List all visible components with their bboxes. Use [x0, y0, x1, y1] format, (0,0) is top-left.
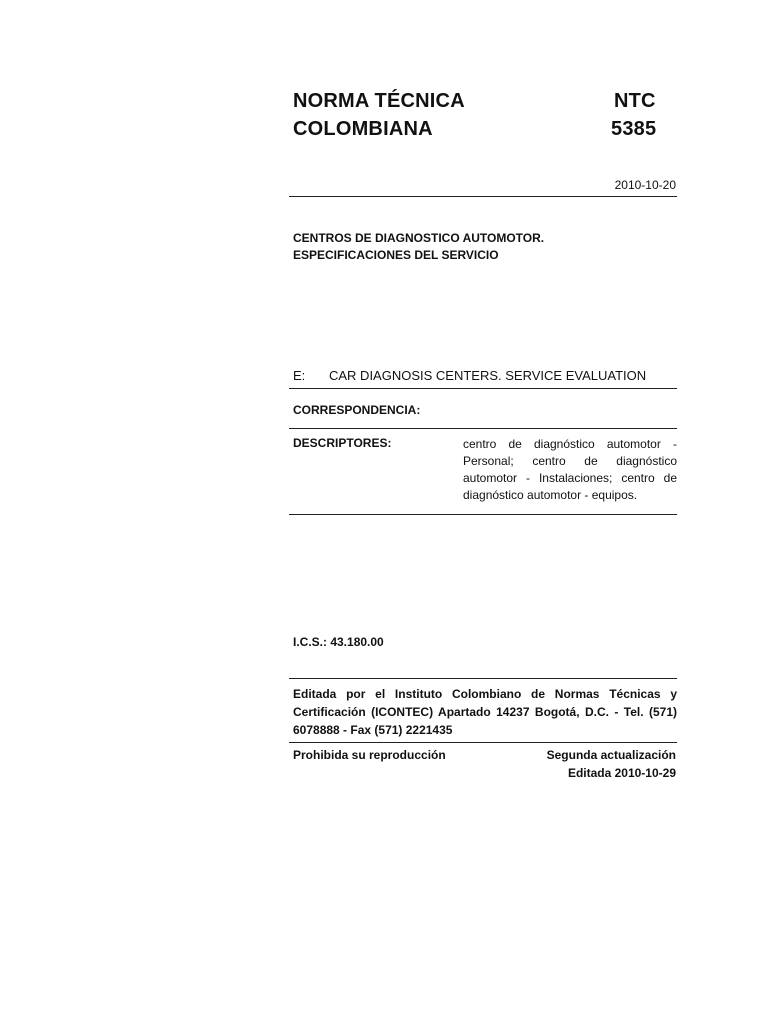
norma-title-line1: NORMA TÉCNICA [293, 90, 465, 112]
edition-date: Editada 2010-10-29 [567, 766, 676, 780]
divider-descriptores [289, 514, 677, 515]
update-label: Segunda actualización [546, 748, 676, 762]
norma-title-line2: COLOMBIANA [293, 118, 433, 140]
spanish-title-line1: CENTROS DE DIAGNOSTICO AUTOMOTOR. [293, 231, 545, 245]
editor-info: Editada por el Instituto Colombiano de Normas Técnicas y Certificación (ICONTEC) Apartado 14237 Bogotá, D.C. - Tel. (571) 6078888 - Fax (571) 2221435 [293, 687, 677, 737]
divider-english [289, 388, 677, 389]
divider-correspondencia [289, 428, 677, 429]
descriptores-label: DESCRIPTORES: [293, 436, 392, 450]
divider-ics [289, 678, 677, 679]
divider-header [289, 196, 677, 197]
descriptores-value: centro de diagnóstico automotor - Personal; centro de diagnóstico automotor - Instalaciones; centro de diagnóstico automotor - equipos. [463, 437, 677, 502]
spanish-title-line2: ESPECIFICACIONES DEL SERVICIO [293, 248, 499, 262]
correspondencia-label: CORRESPONDENCIA: [293, 403, 421, 417]
english-title: CAR DIAGNOSIS CENTERS. SERVICE EVALUATION [329, 368, 647, 383]
ntc-number: 5385 [611, 118, 657, 140]
standard-date: 2010-10-20 [614, 178, 676, 192]
ics-code: I.C.S.: 43.180.00 [293, 635, 384, 649]
reproduction-notice: Prohibida su reproducción [293, 748, 446, 762]
ntc-label: NTC [614, 90, 656, 112]
divider-editor [289, 742, 677, 743]
english-prefix: E: [293, 368, 306, 383]
